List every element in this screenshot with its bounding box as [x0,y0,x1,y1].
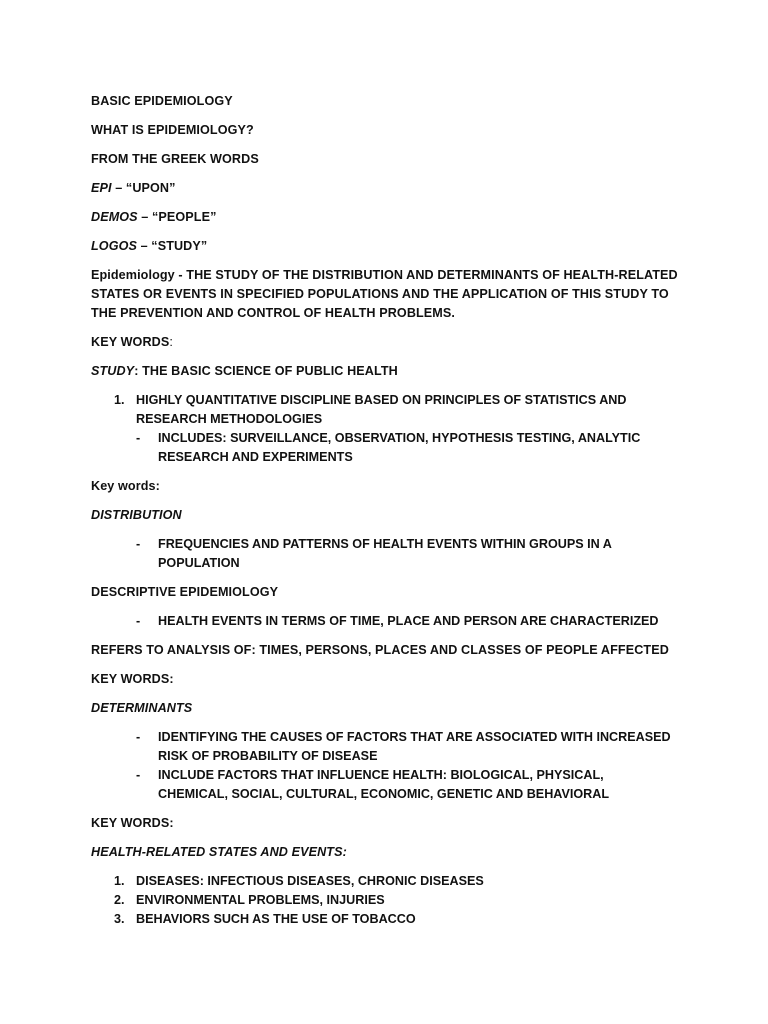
descriptive-item [136,612,676,631]
list-number: 1. [114,874,125,888]
study-term: STUDY [91,364,135,378]
descriptive-heading: DESCRIPTIVE EPIDEMIOLOGY [91,585,279,599]
list-item-text: DISEASES: INFECTIOUS DISEASES, CHRONIC DISEASES [136,874,484,888]
greek-term: LOGOS [91,239,137,253]
list-number: 1. [114,393,125,407]
greek-separator: – [111,181,126,195]
study-line [91,362,398,381]
greek-intro: FROM THE GREEK WORDS [91,152,259,166]
definition-term: Epidemiology [91,268,175,282]
greek-word-epi [91,179,176,198]
list-item-text: IDENTIFYING THE CAUSES OF FACTORS THAT ARE ASSOCIATED WITH INCREASED RISK OF PROBABILITY OF DISEASE [158,730,671,763]
list-item-text: HEALTH EVENTS IN TERMS OF TIME, PLACE AND PERSON ARE CHARACTERIZED [158,614,659,628]
dash-marker: - [136,730,141,744]
key-words-colon: : [169,335,173,349]
list-item-text: INCLUDE FACTORS THAT INFLUENCE HEALTH: BIOLOGICAL, PHYSICAL, CHEMICAL, SOCIAL, CULTURAL, ECONOMIC, GENETIC AND BEHAVIORAL [158,768,610,801]
page-title: BASIC EPIDEMIOLOGY [91,94,233,108]
determinants-heading: DETERMINANTS [91,701,193,715]
key-words-heading: Key words: [91,479,160,493]
dash-marker: - [136,614,141,628]
greek-word-logos [91,237,207,256]
distribution-item [136,535,676,573]
list-item-text: FREQUENCIES AND PATTERNS OF HEALTH EVENTS WITHIN GROUPS IN A POPULATION [158,537,612,570]
dash-marker: - [136,768,141,782]
key-words-heading: KEY WORDS: [91,672,174,686]
list-number: 2. [114,893,125,907]
greek-word-demos [91,208,216,227]
study-sub-item [136,429,676,467]
greek-meaning: “PEOPLE” [152,210,217,224]
greek-meaning: “STUDY” [151,239,208,253]
distribution-heading: DISTRIBUTION [91,508,182,522]
determinants-item [136,766,676,804]
greek-separator: – [137,210,152,224]
greek-term: DEMOS [91,210,138,224]
health-heading: HEALTH-RELATED STATES AND EVENTS: [91,845,347,859]
key-words-label: KEY WORDS [91,335,170,349]
greek-meaning: “UPON” [125,181,176,195]
list-number: 3. [114,912,125,926]
study-list-item [114,391,674,429]
question-heading: WHAT IS EPIDEMIOLOGY? [91,123,254,137]
key-words-heading: KEY WORDS: [91,816,174,830]
dash-marker: - [136,537,141,551]
list-item-text: HIGHLY QUANTITATIVE DISCIPLINE BASED ON PRINCIPLES OF STATISTICS AND RESEARCH METHODOLOGIES [136,393,627,426]
health-list-item [114,872,674,891]
key-words-heading [91,333,173,352]
definition-paragraph [91,266,681,323]
determinants-item [136,728,676,766]
study-text: : THE BASIC SCIENCE OF PUBLIC HEALTH [134,364,398,378]
definition-text: - THE STUDY OF THE DISTRIBUTION AND DETERMINANTS OF HEALTH-RELATED STATES OR EVENTS IN SPECIFIED POPULATIONS AND THE APPLICATION OF THIS STUDY TO THE PREVENTION AND CONTROL OF HEALTH PROBLEMS. [91,268,678,320]
health-list-item [114,891,674,910]
greek-term: EPI [91,181,112,195]
health-list-item [114,910,674,929]
dash-marker: - [136,431,141,445]
refers-to-line: REFERS TO ANALYSIS OF: TIMES, PERSONS, PLACES AND CLASSES OF PEOPLE AFFECTED [91,643,669,657]
list-item-text: BEHAVIORS SUCH AS THE USE OF TOBACCO [136,912,416,926]
list-item-text: ENVIRONMENTAL PROBLEMS, INJURIES [136,893,385,907]
list-item-text: INCLUDES: SURVEILLANCE, OBSERVATION, HYPOTHESIS TESTING, ANALYTIC RESEARCH AND EXPERIMENTS [158,431,641,464]
greek-separator: – [136,239,152,253]
